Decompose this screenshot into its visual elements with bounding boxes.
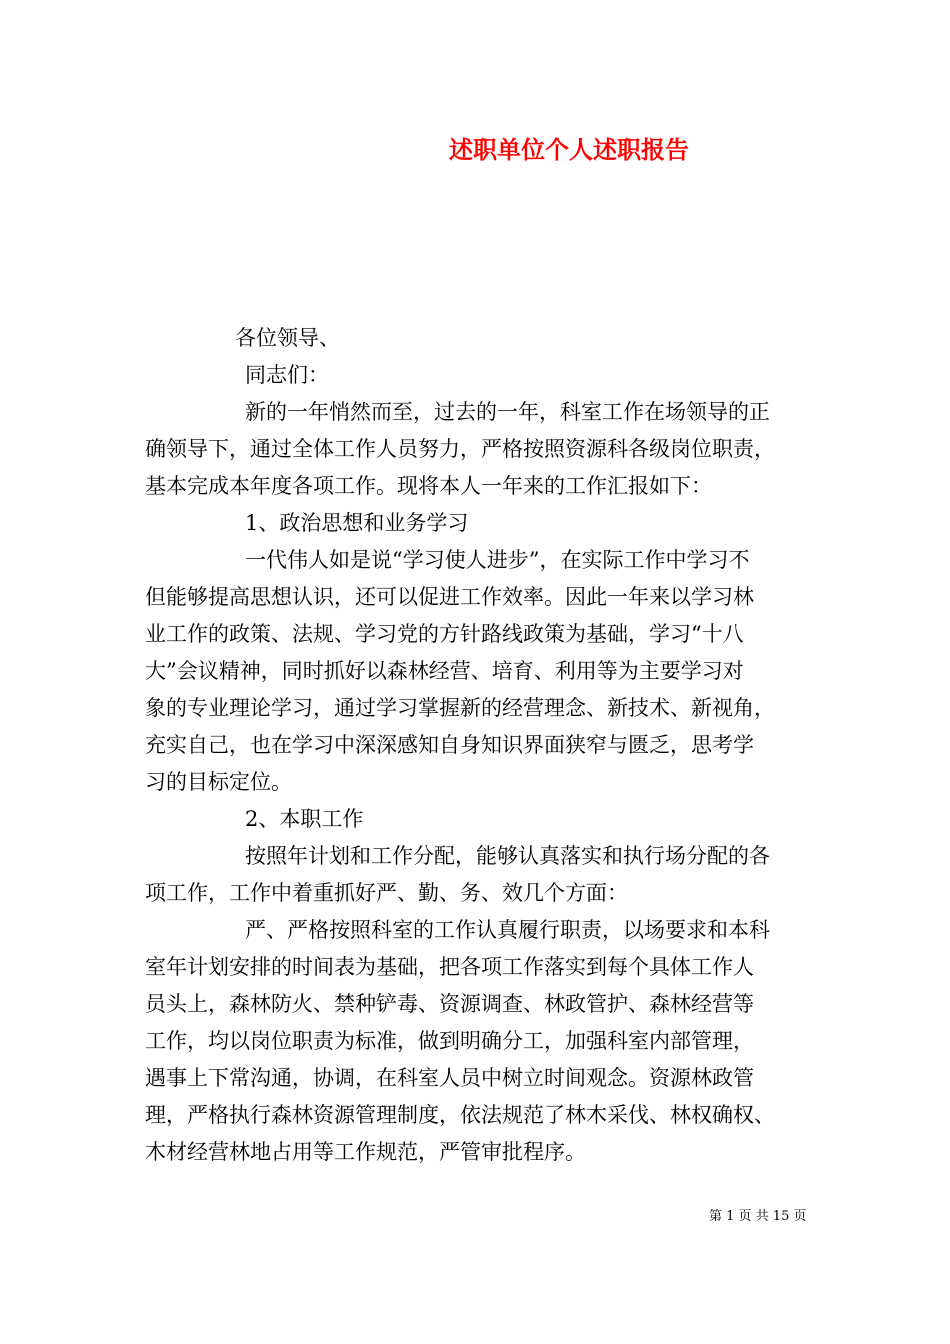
- body-text-line: 员头上，森林防火、禁种铲毒、资源调查、林政管护、森林经营等: [145, 992, 754, 1016]
- body-text-line: 按照年计划和工作分配，能够认真落实和执行场分配的各: [245, 844, 770, 868]
- document-title: 述职单位个人述职报告: [449, 135, 689, 164]
- paragraph-lines: [145, 394, 825, 1171]
- body-text-line: 新的一年悄然而至，过去的一年，科室工作在场领导的正: [245, 400, 770, 424]
- body-text-line: 工作，均以岗位职责为标准，做到明确分工，加强科室内部管理，: [145, 1029, 754, 1053]
- body-text-line: 遇事上下常沟通，协调，在科室人员中树立时间观念。资源林政管: [145, 1066, 754, 1090]
- salutation-line: 各位领导、: [235, 326, 340, 350]
- document-body: [145, 320, 825, 1171]
- body-text-line: 基本完成本年度各项工作。现将本人一年来的工作汇报如下：: [145, 474, 712, 498]
- body-text-line: 充实自己，也在学习中深深感知自身知识界面狭窄与匮乏，思考学: [145, 733, 754, 757]
- body-text-line: 严、严格按照科室的工作认真履行职责，以场要求和本科: [245, 918, 770, 942]
- body-text-line: 室年计划安排的时间表为基础，把各项工作落实到每个具体工作人: [145, 955, 754, 979]
- body-text-line: 大”会议精神，同时抓好以森林经营、培育、利用等为主要学习对: [145, 659, 744, 683]
- body-text-line: 项工作，工作中着重抓好严、勤、务、效几个方面：: [145, 881, 628, 905]
- salutation-line: 同志们：: [245, 363, 329, 387]
- body-text-line: 确领导下，通过全体工作人员努力，严格按照资源科各级岗位职责，: [145, 437, 775, 461]
- body-text-line: 但能够提高思想认识，还可以促进工作效率。因此一年来以学习林: [145, 585, 754, 609]
- body-text-line: 1、政治思想和业务学习: [245, 511, 469, 535]
- body-text-line: 习的目标定位。: [145, 770, 292, 794]
- page-number-footer: 第 1 页 共 15 页: [709, 1209, 807, 1224]
- body-text-line: 理，严格执行森林资源管理制度，依法规范了林木采伐、林权确权、: [145, 1103, 775, 1127]
- body-text-line: 2、本职工作: [245, 807, 364, 831]
- body-text-line: 象的专业理论学习，通过学习掌握新的经营理念、新技术、新视角，: [145, 696, 775, 720]
- body-text-line: 木材经营林地占用等工作规范，严管审批程序。: [145, 1140, 586, 1164]
- body-text-line: 一代伟人如是说“学习使人进步”，在实际工作中学习不: [245, 548, 750, 572]
- body-text-line: 业工作的政策、法规、学习党的方针路线政策为基础，学习“十八: [145, 622, 744, 646]
